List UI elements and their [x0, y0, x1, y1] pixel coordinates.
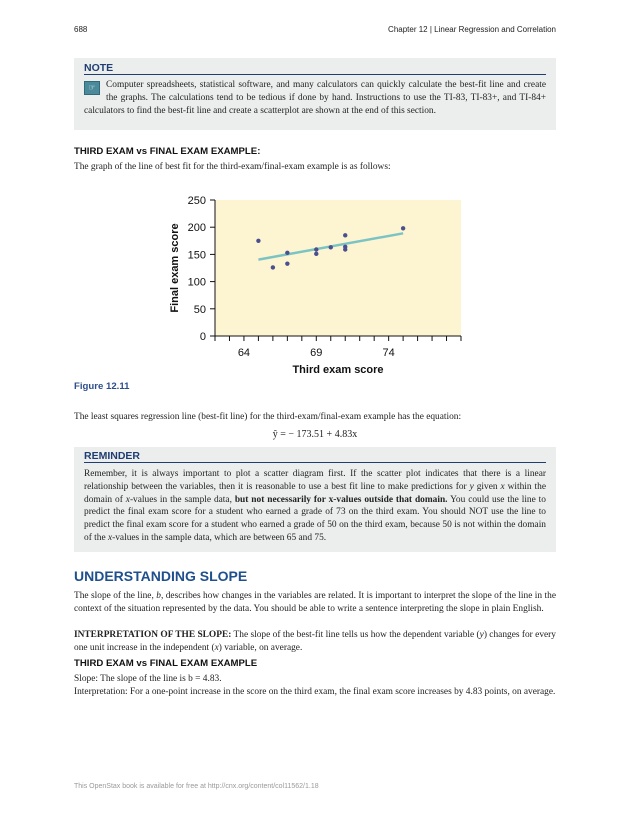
reminder-text-4: -values in the sample data, — [129, 494, 235, 505]
intro-text: The graph of the line of best fit for the third-exam/final-exam example is as follows: — [74, 162, 391, 172]
y-tick-label: 150 — [187, 249, 206, 262]
var-y: y — [479, 630, 484, 640]
var-y: y — [469, 481, 474, 492]
interp-b: ) changes for every one unit increase in the independent ( — [74, 630, 556, 653]
reminder-text-3: within the domain of — [84, 481, 546, 505]
scatter-chart — [160, 190, 480, 380]
reminder-text-1: Remember, it is always important to plot a scatter diagram first. If the scatter plot indicates that there is a linear relationship between the variables, then it is reasonable to use a best fit line to make predictions for — [84, 469, 546, 492]
reminder-text-5: You could use the line to predict the final exam score for a student who earned a grade of 73 on the third exam. You should NOT use the line to predict the final exam score for a student who earned a grade of 50 on the third exam, because 50 is not within the domain of the — [84, 494, 546, 543]
note-body — [74, 75, 556, 118]
interp-c: ) variable, on average. — [218, 642, 303, 653]
data-point — [285, 261, 289, 265]
y-axis-label: Final exam score — [169, 223, 181, 313]
data-point — [343, 245, 347, 249]
reminder-box — [74, 447, 556, 552]
note-text: Computer spreadsheets, statistical software, and many calculators can quickly calculate the best-fit line and create the graphs. The calculations tend to be tedious if done by hand. Instructions to use the TI-83, TI-83+, and TI-84+ calculators to find the best-fit line and create a scatterplot are shown at the end of this section. — [84, 80, 546, 116]
lsr-text: The least squares regression line (best-fit line) for the third-exam/final-exam example has the equation: — [74, 412, 462, 422]
x-tick-label: 74 — [382, 347, 395, 359]
interp-a: The slope of the best-fit line tells us how the dependent variable ( — [231, 630, 480, 640]
interpretation-line: Interpretation: For a one-point increase in the score on the third exam, the final exam score increases by 4.83 points, on average. — [74, 687, 556, 697]
var-x: x — [107, 532, 113, 543]
data-point — [343, 233, 347, 237]
reminder-text-2: given — [473, 481, 501, 492]
reminder-title: REMINDER — [84, 450, 141, 462]
example-heading: THIRD EXAM vs FINAL EXAM EXAMPLE: — [74, 146, 261, 157]
x-tick-label: 69 — [310, 347, 323, 359]
figure-caption: Figure 12.11 — [74, 381, 130, 392]
var-x: x — [125, 494, 130, 505]
y-tick-label: 50 — [193, 303, 206, 316]
slope-example-heading: THIRD EXAM vs FINAL EXAM EXAMPLE — [74, 658, 258, 669]
hand-pointer-icon: ☞ — [84, 81, 100, 95]
section-title: UNDERSTANDING SLOPE — [74, 568, 248, 584]
var-b: b — [156, 591, 161, 601]
x-axis — [215, 336, 461, 359]
reminder-body — [74, 463, 556, 545]
data-point — [329, 245, 333, 249]
x-tick-label: 64 — [237, 347, 251, 359]
note-title: NOTE — [84, 62, 114, 74]
chapter-header: Chapter 12 | Linear Regression and Correlation — [388, 25, 556, 34]
slope-para-a: The slope of the line, — [74, 591, 157, 601]
data-point — [285, 251, 289, 255]
interp-label: INTERPRETATION OF THE SLOPE: — [74, 630, 232, 640]
data-point — [271, 265, 275, 269]
plot-background — [215, 200, 461, 336]
y-tick-label: 200 — [187, 222, 206, 235]
y-tick-label: 100 — [187, 276, 206, 289]
regression-equation: ŷ = − 173.51 + 4.83x — [272, 429, 358, 440]
data-point — [314, 247, 318, 251]
var-x: x — [500, 481, 505, 492]
reminder-text-6: -values in the sample data, which are between 65 and 75. — [112, 532, 327, 543]
data-point — [314, 252, 318, 256]
footer: This OpenStax book is available for free at http://cnx.org/content/col11562/1.18 — [74, 783, 319, 790]
interpretation-paragraph — [74, 629, 556, 655]
y-axis — [188, 195, 215, 343]
slope-para-c: , describes how changes in the variables are related. It is important to interpret the slope of the line in the context of the situation represented by the data. You should be able to write a sentence interpreting the slope in plain English. — [74, 591, 557, 614]
data-point — [401, 226, 405, 230]
slope-line: Slope: The slope of the line is b = 4.83. — [74, 674, 222, 684]
x-axis-label: Third exam score — [292, 364, 384, 376]
page-number: 688 — [74, 25, 88, 34]
reminder-bold: but not necessarily for x-values outside that domain. — [234, 494, 448, 505]
var-x: x — [214, 642, 219, 653]
data-point — [256, 239, 260, 243]
note-box — [74, 58, 556, 130]
y-tick-label: 250 — [187, 195, 206, 207]
slope-paragraph — [74, 590, 556, 616]
y-tick-label: 0 — [199, 331, 206, 343]
